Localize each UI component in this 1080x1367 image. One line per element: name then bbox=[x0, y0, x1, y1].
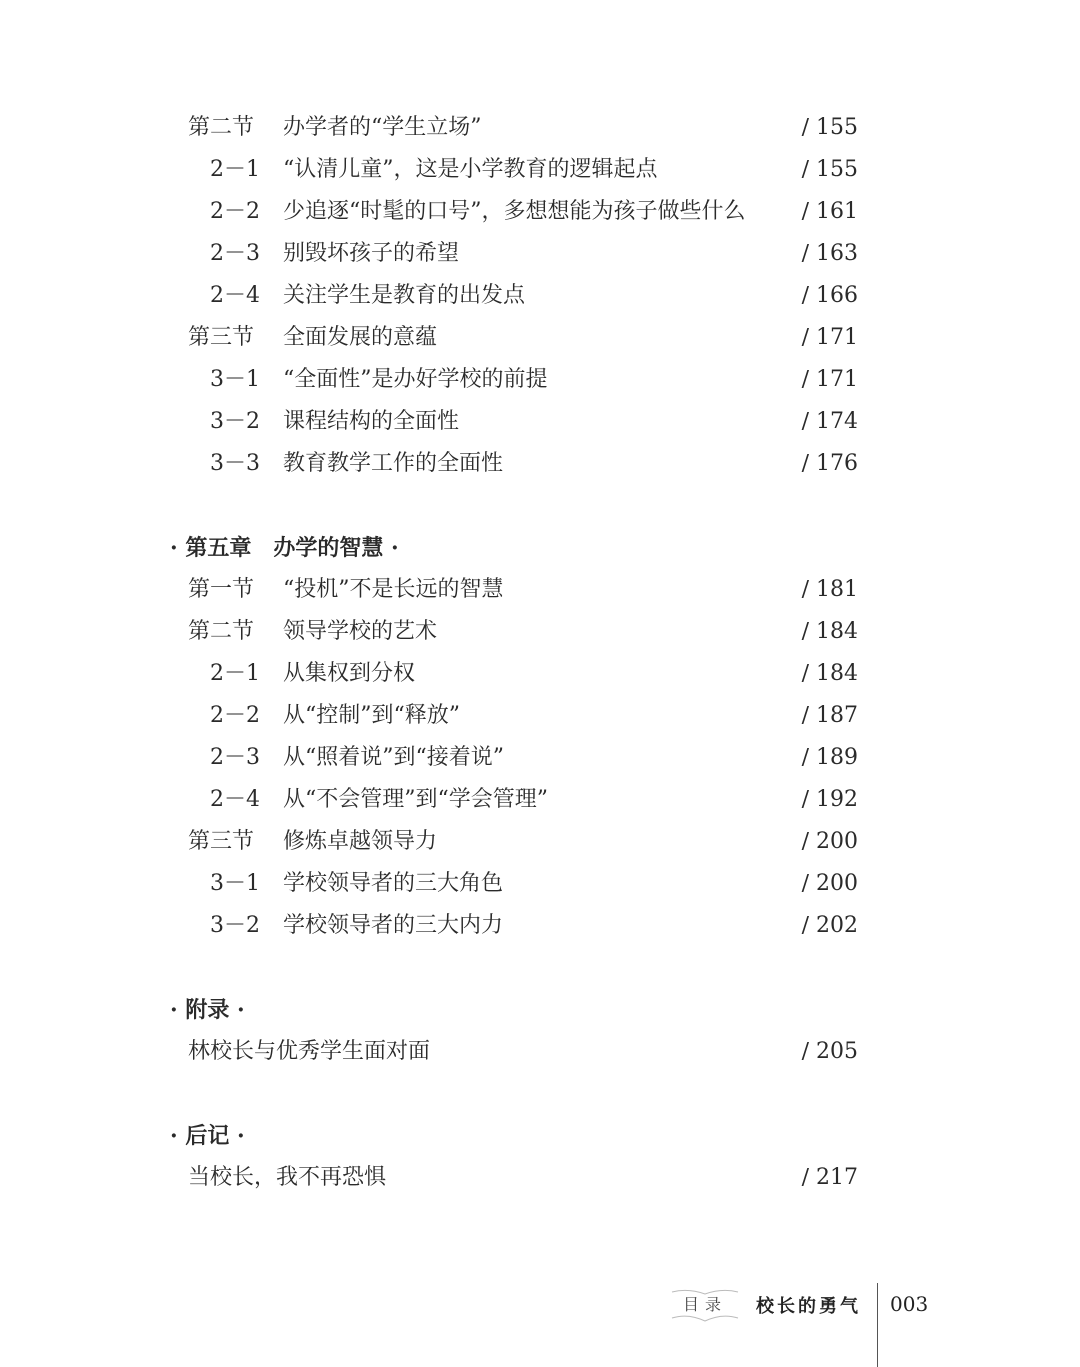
toc-entry-subsection bbox=[188, 740, 858, 776]
toc-entry-subsection bbox=[188, 656, 858, 692]
running-footer-section bbox=[670, 1288, 740, 1328]
toc-entry-subsection bbox=[188, 866, 858, 902]
toc-subsection-number: 2－2 bbox=[210, 199, 260, 224]
toc-entry-subsection bbox=[188, 236, 858, 272]
toc-subsection-number: 2－3 bbox=[210, 745, 260, 770]
toc-page-number: ∕ 192 bbox=[801, 787, 858, 812]
toc-page-number: ∕ 202 bbox=[801, 913, 858, 938]
toc-page-number: ∕ 184 bbox=[801, 661, 858, 686]
toc-entry-title: 林校长与优秀学生面对面 bbox=[188, 1039, 431, 1064]
toc-subsection-number: 3－1 bbox=[210, 871, 260, 896]
toc-entry-title: 少追逐“时髦的口号”，多想想能为孩子做些什么 bbox=[283, 199, 746, 224]
toc-section-number: 第二节 bbox=[188, 115, 255, 140]
footer-divider bbox=[877, 1283, 878, 1367]
toc-subsection-number: 3－2 bbox=[210, 409, 260, 434]
toc-entry-subsection bbox=[188, 446, 858, 482]
toc-page-number: ∕ 189 bbox=[801, 745, 858, 770]
toc-page-number: ∕ 155 bbox=[801, 115, 858, 140]
toc-entry-subsection bbox=[188, 278, 858, 314]
toc-subsection-number: 2－3 bbox=[210, 241, 260, 266]
footer-book-title: 校长的勇气 bbox=[756, 1296, 861, 1317]
toc-page-number: ∕ 205 bbox=[801, 1039, 858, 1064]
footer-page-number: 003 bbox=[890, 1292, 929, 1316]
toc-entry-title: 学校领导者的三大内力 bbox=[283, 913, 504, 938]
toc-entry-section bbox=[188, 320, 858, 356]
toc-page-number: ∕ 176 bbox=[801, 451, 858, 476]
toc-entry-title: 关注学生是教育的出发点 bbox=[283, 283, 526, 308]
toc-subsection-number: 2－2 bbox=[210, 703, 260, 728]
toc-entry-title: 从“不会管理”到“学会管理” bbox=[283, 787, 548, 812]
toc-page-number: ∕ 166 bbox=[801, 283, 858, 308]
appendix-heading: · 附录 · bbox=[170, 997, 245, 1023]
toc-subsection-number: 2－4 bbox=[210, 787, 260, 812]
toc-entry-subsection bbox=[188, 908, 858, 944]
toc-entry-title: 教育教学工作的全面性 bbox=[283, 451, 504, 476]
toc-subsection-number: 2－1 bbox=[210, 661, 260, 686]
toc-entry-subsection bbox=[188, 362, 858, 398]
toc-subsection-number: 3－3 bbox=[210, 451, 260, 476]
toc-entry-title: 从集权到分权 bbox=[283, 661, 416, 686]
toc-entry-title: 从“照着说”到“接着说” bbox=[283, 745, 504, 770]
toc-entry-subsection bbox=[188, 404, 858, 440]
toc-entry-title: “投机”不是长远的智慧 bbox=[283, 577, 504, 602]
toc-page-number: ∕ 184 bbox=[801, 619, 858, 644]
toc-page-number: ∕ 200 bbox=[801, 871, 858, 896]
toc-page-number: ∕ 217 bbox=[801, 1165, 858, 1190]
toc-page-number: ∕ 161 bbox=[801, 199, 858, 224]
toc-entry-section bbox=[188, 614, 858, 650]
toc-entry-title: 学校领导者的三大角色 bbox=[283, 871, 504, 896]
chapter-heading: · 第五章 办学的智慧 · bbox=[170, 535, 399, 561]
toc-entry-section bbox=[188, 110, 858, 146]
toc-entry-title: 别毁坏孩子的希望 bbox=[283, 241, 460, 266]
toc-entry-title: 办学者的“学生立场” bbox=[283, 115, 482, 140]
toc-entry-appendix bbox=[188, 1034, 858, 1070]
toc-subsection-number: 3－1 bbox=[210, 367, 260, 392]
toc-subsection-number: 2－4 bbox=[210, 283, 260, 308]
afterword-heading: · 后记 · bbox=[170, 1123, 245, 1149]
footer-section-label: 目录 bbox=[682, 1295, 727, 1314]
toc-section-number: 第二节 bbox=[188, 619, 255, 644]
toc-page-number: ∕ 174 bbox=[801, 409, 858, 434]
toc-section-number: 第三节 bbox=[188, 829, 255, 854]
toc-page-number: ∕ 187 bbox=[801, 703, 858, 728]
toc-page-number: ∕ 163 bbox=[801, 241, 858, 266]
toc-entry-title: 课程结构的全面性 bbox=[283, 409, 460, 434]
toc-entry-subsection bbox=[188, 152, 858, 188]
toc-page-number: ∕ 155 bbox=[801, 157, 858, 182]
toc-entry-title: “全面性”是办好学校的前提 bbox=[283, 367, 548, 392]
toc-entry-title: 从“控制”到“释放” bbox=[283, 703, 460, 728]
toc-entry-subsection bbox=[188, 194, 858, 230]
toc-entry-title: 领导学校的艺术 bbox=[283, 619, 438, 644]
toc-entry-title: 修炼卓越领导力 bbox=[283, 829, 438, 854]
toc-subsection-number: 2－1 bbox=[210, 157, 260, 182]
toc-entry-afterword bbox=[188, 1160, 858, 1196]
toc-page-number: ∕ 200 bbox=[801, 829, 858, 854]
toc-entry-title: “认清儿童”，这是小学教育的逻辑起点 bbox=[283, 157, 658, 182]
toc-entry-title: 当校长，我不再恐惧 bbox=[188, 1165, 387, 1190]
toc-page-number: ∕ 171 bbox=[801, 325, 858, 350]
toc-page-number: ∕ 181 bbox=[801, 577, 858, 602]
toc-entry-title: 全面发展的意蕴 bbox=[283, 325, 438, 350]
toc-entry-section bbox=[188, 824, 858, 860]
toc-section-number: 第三节 bbox=[188, 325, 255, 350]
toc-entry-section bbox=[188, 572, 858, 608]
toc-entry-subsection bbox=[188, 782, 858, 818]
toc-section-number: 第一节 bbox=[188, 577, 255, 602]
toc-subsection-number: 3－2 bbox=[210, 913, 260, 938]
toc-page-number: ∕ 171 bbox=[801, 367, 858, 392]
toc-entry-subsection bbox=[188, 698, 858, 734]
